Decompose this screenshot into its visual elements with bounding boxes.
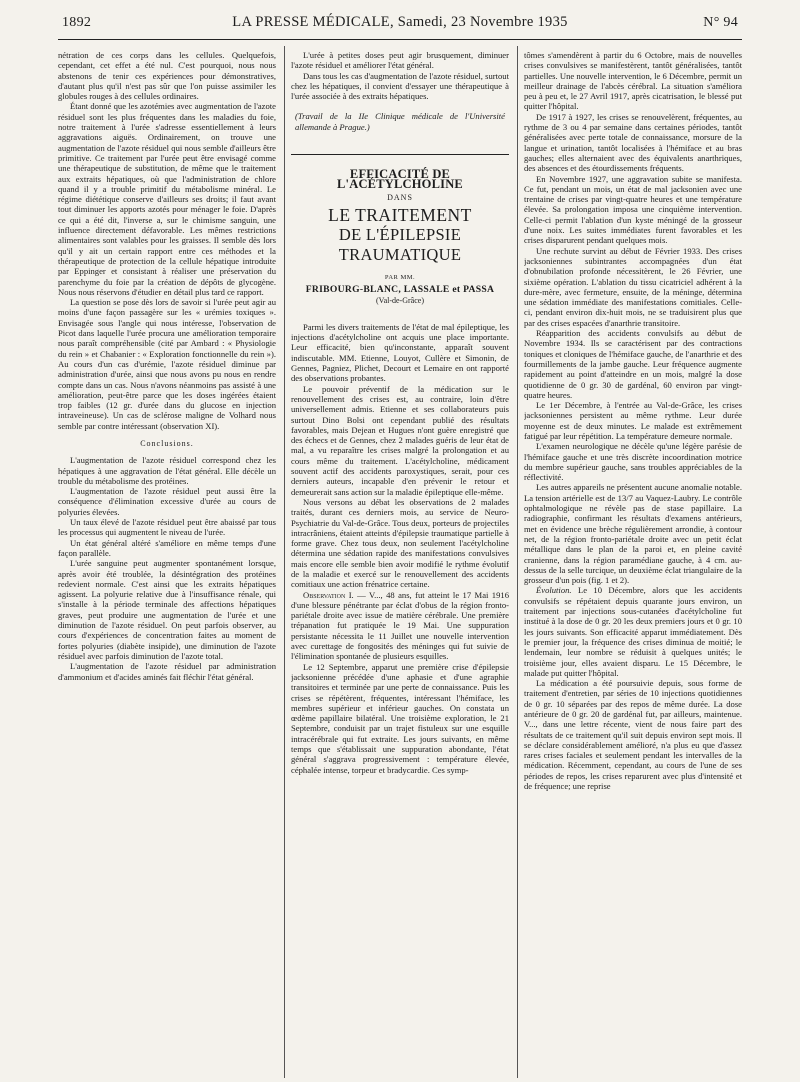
paragraph: Un taux élevé de l'azote résiduel peut être abaissé par tous les processus qui augmentent le niveau de l'urée. [58, 517, 276, 538]
column-divider [284, 46, 285, 1078]
issue-number: N° 94 [703, 15, 738, 30]
observation-text: — V..., 48 ans, fut atteint le 17 Mai 1916 d'une blessure pénétrante par éclat d'obus de la région fronto-pariétale droite avec issue de matière cérébrale. Une première trépanation fut pratiquée le 19 Mai. Une suppuration persistante nécessita le 11 Juillet une nouvelle intervention avec curettage de fongosités des méninges qui fut suivie de l'élimination spontanée de plusieurs esquilles. [291, 589, 509, 662]
paragraph: Dans tous les cas d'augmentation de l'azote résiduel, surtout chez les hépatiques, il convient d'essayer une thérapeutique à l'urée associée à des extraits hépatiques. [291, 70, 509, 102]
article-title-main: LE TRAITEMENT [328, 204, 472, 225]
paragraph: De 1917 à 1927, les crises se renouvelèrent, fréquentes, au rythme de 3 ou 4 par semaine dans certaines périodes, tantôt généralisées avec perte totale de connaissance, morsure de la langue et urination, tantôt localisées à l'hémiface et au bras gauches; elles alternaient avec des équivalents anarthriques, des absences et des étourdissements fréquents. [524, 111, 742, 174]
paragraph: Les autres appareils ne présentent aucune anomalie notable. La tension artérielle est de 13/7 au Vaquez-Laubry. Le contrôle ophtalmologique ne révèle pas de stase papillaire. La radiographie, confirmant les résultats d'examens antérieurs, met en évidence une brèche régulièrement arrondie, à contour net, de la région fronto-pariétale droite avec un petit éclat métallique dans le plan de la paroi et, en pleine cavité cranienne, dans la région paramédiane gauche, à 4 cm. au-dessus de la selle turcique, un deuxième éclat triangulaire de la grosseur d'un pois (fig. 1 et 2). [524, 482, 742, 586]
observation-label: Observation I. [303, 589, 354, 600]
affiliation: (Val-de-Grâce) [376, 295, 424, 305]
paragraph: La médication a été poursuivie depuis, sous forme de traitement d'entretien, par séries de 10 injections quotidiennes de 0 gr. 10 séparées par des repos de même durée. La dose antérieure de 0 gr. 20 de gardénal fut, par ailleurs, maintenue. V..., dans une lettre récente, vient de nous faire part des résultats de ce traitement qu'il suit depuis environ sept mois. Il se déclare considérablement amélioré, n'a plus eu que d'assez rares crises faciales et seulement pendant les intervalles de la médication. Récemment, cependant, au cours de l'une de ses périodes de repos, les crises reparurent avec plus d'intensité et de fréquence; une reprise [524, 678, 742, 792]
page-number: 1892 [62, 15, 92, 30]
page-header [62, 14, 738, 38]
paragraph: Étant donné que les azotémies avec augmentation de l'azote résiduel sont les plus fréquentes dans les maladies du foie, notre traitement à l'urée s'adresse essentiellement à leurs aggravations aiguës. Ordinairement, on trouve une augmentation de l'azote résiduel qui nous semble d'ailleurs être primitive. Ce traitement par l'urée peut être envisagé comme une thérapeutique de substitution, de même que le traitement aux extraits hépatiques, où que l'administration de chlore quand il y a trouble primitif du métabolisme minéral. Le régime diététique conserve d'ailleurs ses droits; il faut avant tout diminuer les apports azotés pour ménager le foie. D'après ce qui a été dit, l'inverse a, sur le chimisme sanguin, une influence directement défavorable. Les mêmes restrictions alimentaires sont valables pour les graisses. Il semble dès lors qu'il y ait un certain rapport entre ces méthodes et la thérapeutique de protection de la cellule hépatique introduite par Eppinger et consistant à réaliser une préservation du parenchyme du foie par la création de dépôts de glycogène. Nous nous réservons d'étudier en détail plus tard ce rapport. [58, 101, 276, 297]
paragraph: L'urée à petites doses peut agir brusquement, diminuer l'azote résiduel et améliorer l'état général. [291, 50, 509, 71]
paragraph: Une rechute survint au début de Février 1933. Des crises jacksoniennes subintrantes accompagnées d'un état d'obnubilation profonde nécessitèrent, le 26 Février, une sixième opération. L'ablation du tissu cicatriciel adhérent à la dure-mère, avec fermeture, ensuite, de la méninge, détermina une sédation immédiate des manifestations comitiales. Celle-ci, pendant environ dix-huit mois, ne se traduisirent plus que par des crises espacées d'anarthrie transitoire. [524, 245, 742, 328]
paragraph: En Novembre 1927, une aggravation subite se manifesta. Ce fut, pendant un mois, un état de mal jacksonien avec une trentaine de crises par vingt-quatre heures et une température élevée. Sa prolongation imposa une cinquième intervention. Celle-ci permit l'ablation d'un kyste méningé de la grosseur d'une noix. Les suites immédiates furent favorables et les crises disparurent pendant quelques mois. [524, 173, 742, 246]
column-2 [291, 50, 509, 1080]
paragraph: Le 12 Septembre, apparut une première crise d'épilepsie jacksonienne précédée d'une aphasie et d'une agraphie transitoires et terminée par une perte de connaissance. Puis les crises se répétèrent, fréquentes, intéressant l'hémiface, les membres supérieur et inférieur gauches. On constata un œdème papillaire bilatéral. Une troisième exploration, le 21 Septembre, conduisit par un trajet fistuleux sur une esquille intracérébrale qui fut extraite. Les jours suivants, en même temps que s'établissait une suppuration abondante, l'état général s'aggrava progressivement : température élevée, céphalée intense, torpeur et bradycardie. Ces symp- [291, 661, 509, 775]
article-title-connector: DANS [387, 192, 413, 202]
column-3 [524, 50, 742, 1080]
paragraph: L'augmentation de l'azote résiduel par administration d'ammonium et d'acides aminés fait fléchir l'état général. [58, 661, 276, 682]
evolution-text: Le 10 Décembre, alors que les accidents convulsifs se répétaient depuis quarante jours environ, un traitement par injections sous-cutanées d'acétylcholine fut institué à la dose de 0 gr. 20 les deux premiers jours et 0 gr. 10 les jours suivants. Son efficacité apparut immédiatement. Dès le premier jour, la fréquence des crises diminua de moitié; le lendemain, leur nombre se réduisit à quelques unités; le troisième jour, elles avaient disparu. Le 15 Décembre, le malade put quitter l'hôpital. [524, 585, 742, 678]
article-title-main: DE L'ÉPILEPSIE TRAUMATIQUE [338, 224, 462, 264]
paragraph: L'urée sanguine peut augmenter spontanément lorsque, après avoir été troublée, la désintégration des protéines redevient normale. C'est ainsi que les extraits hépatiques agissent. La polyurie relative due à l'insuffisance rénale, qui s'installe à la période terminale des affections hépatiques graves, peut produire une augmentation de l'urée et une diminution de l'azote résiduel. On peut parfois observer, au cours d'expériences de concentration faites au moment de fortes polyuries (diabète insipide), une diminution de l'azote résiduel avec parfois diminution de l'azote total. [58, 558, 276, 661]
article-title-line: EFFICACITÉ DE L'ACÉTYLCHOLINE [337, 167, 463, 192]
article-credit: (Travail de la IIe Clinique médicale de l'Université allemande à Prague.) [295, 111, 505, 132]
paragraph: L'augmentation de l'azote résiduel correspond chez les hépatiques à une aggravation de l'état général. Elle décèle un trouble du métabolisme des protéines. [58, 455, 276, 486]
paragraph: Le pouvoir préventif de la médication sur le renouvellement des crises est, au contraire, loin d'être universellement admis. Etienne et ses collaborateurs puis surtout Dino Bolsi ont cependant publié des résultats favorables, mais Dejean et Hugues n'ont guère enregistré que des échecs et de Gennes, chez 2 malades guéris de leur état de mal, a vu reparaître les crises malgré la prolongation et au cours même du traitement. L'acétylcholine, médicament souvent actif des accidents paroxystiques, serait, pour ces derniers auteurs, incapable d'en prévenir le retour et demeurerait sans action sur la maladie épileptique elle-même. [291, 383, 509, 497]
observation-paragraph [291, 590, 509, 662]
paragraph: Réapparition des accidents convulsifs au début de Novembre 1934. Ils se caractérisent par des contractions toniques et cloniques de l'hémiface gauche, de l'anarthrie et des fourmillements de la jambe gauche. Leur fréquence augmente rapidement au point d'atteindre en un mois, malgré la dose quotidienne de 0 gr. 30 de gardénal, 60 environ par vingt-quatre heures. [524, 328, 742, 400]
authors: FRIBOURG-BLANC, LASSALE et PASSA [305, 284, 495, 296]
byline-prefix: PAR MM. [384, 273, 416, 281]
evolution-paragraph [524, 585, 742, 678]
paragraph: tômes s'amendèrent à partir du 6 Octobre, mais de nouvelles crises convulsives se manifestèrent, tantôt généralisées, tantôt partielles. Une nouvelle intervention, le 6 Décembre, permit un meilleur drainage de l'abcès cérébral. La situation s'améliora peu à peu et, le 27 Avril 1917, après cicatrisation, le blessé put quitter l'hôpital. [524, 50, 742, 112]
paragraph: Un état général altéré s'améliore en même temps d'une façon parallèle. [58, 537, 276, 558]
paragraph: Nous versons au débat les observations de 2 malades traités, durant ces derniers mois, au service de Neuro-Psychiatrie du Val-de-Grâce. Tous deux, porteurs de projectiles intracrâniens, étaient atteints d'épilepsie traumatique partielle à forme grave. Chez tous deux, non seulement l'acétylcholine détermina une sédation rapide des manifestations convulsives mais encore elle semble bien avoir modifié le rythme évolutif de la maladie et exercé sur le renouvellement des accidents comitiaux une action frénatrice certaine. [291, 496, 509, 590]
journal-title: LA PRESSE MÉDICALE, Samedi, 23 Novembre 1935 [232, 14, 568, 30]
paragraph: L'augmentation de l'azote résiduel peut aussi être la conséquence d'élimination excessive d'urée au cours de polyuries élevées. [58, 486, 276, 517]
header-rule [58, 39, 742, 40]
column-divider [517, 46, 518, 1078]
section-heading: Conclusions. [140, 438, 194, 448]
evolution-label: Évolution. [536, 585, 572, 596]
paragraph: Parmi les divers traitements de l'état de mal épileptique, les injections d'acétylcholine ont acquis une place importante. Leur efficacité, bien qu'inconstante, apparaît souvent indiscutable. MM. Etienne, Louyot, Cullère et Simonin, de Gennes, Pagniez, Plichet, Decourt et Lemaire en ont rapporté des observations probantes. [291, 321, 509, 384]
column-1 [58, 50, 276, 1080]
paragraph: La question se pose dès lors de savoir si l'urée peut agir au moins d'une façon passagère sur les « urémies toxiques ». Envisagée sous l'angle qui nous intéresse, l'observation de Picot dans laquelle l'urée procura une amélioration temporaire nous paraît compréhensible (cité par Ambard : « Physiologie du rein » et Chabanier : « Exploration fonctionnelle du rein »). Au cours d'un cas d'urémie, l'azote résiduel diminue par administration d'urée, ainsi que nous avons pu nous en rendre compte dans un cas. Nous n'avons néanmoins pas assisté à une amélioration, peut-être parce que les doses ingérées étaient trop faibles (12 gr. d'urée dans du glucose en injection intraveineuse). Un cas de sclérose maligne de Volhard nous semble par contre intéressant (observation XI). [58, 297, 276, 431]
paragraph: Le 1er Décembre, à l'entrée au Val-de-Grâce, les crises jacksoniennes persistent au même rythme. Leur durée moyenne est de deux minutes. Le malade est extrêmement fatigué par leur répétition. La température demeure normale. [524, 400, 742, 441]
paragraph: nétration de ces corps dans les cellules. Quelquefois, cependant, cet effet a été nul. C'est pourquoi, nous nous abstenons de tenir ces expériences pour démonstratives, d'autant plus qu'il n'est pas sûr que l'on puisse assimiler les globules rouges à des cellules ordinaires. [58, 50, 276, 102]
article-title-block [291, 154, 509, 306]
paragraph: L'examen neurologique ne décèle qu'une légère parésie de l'hémiface gauche et une très discrète incoordination motrice du membre supérieur gauche, sans troubles appréciables de la réflectivité. [524, 441, 742, 483]
